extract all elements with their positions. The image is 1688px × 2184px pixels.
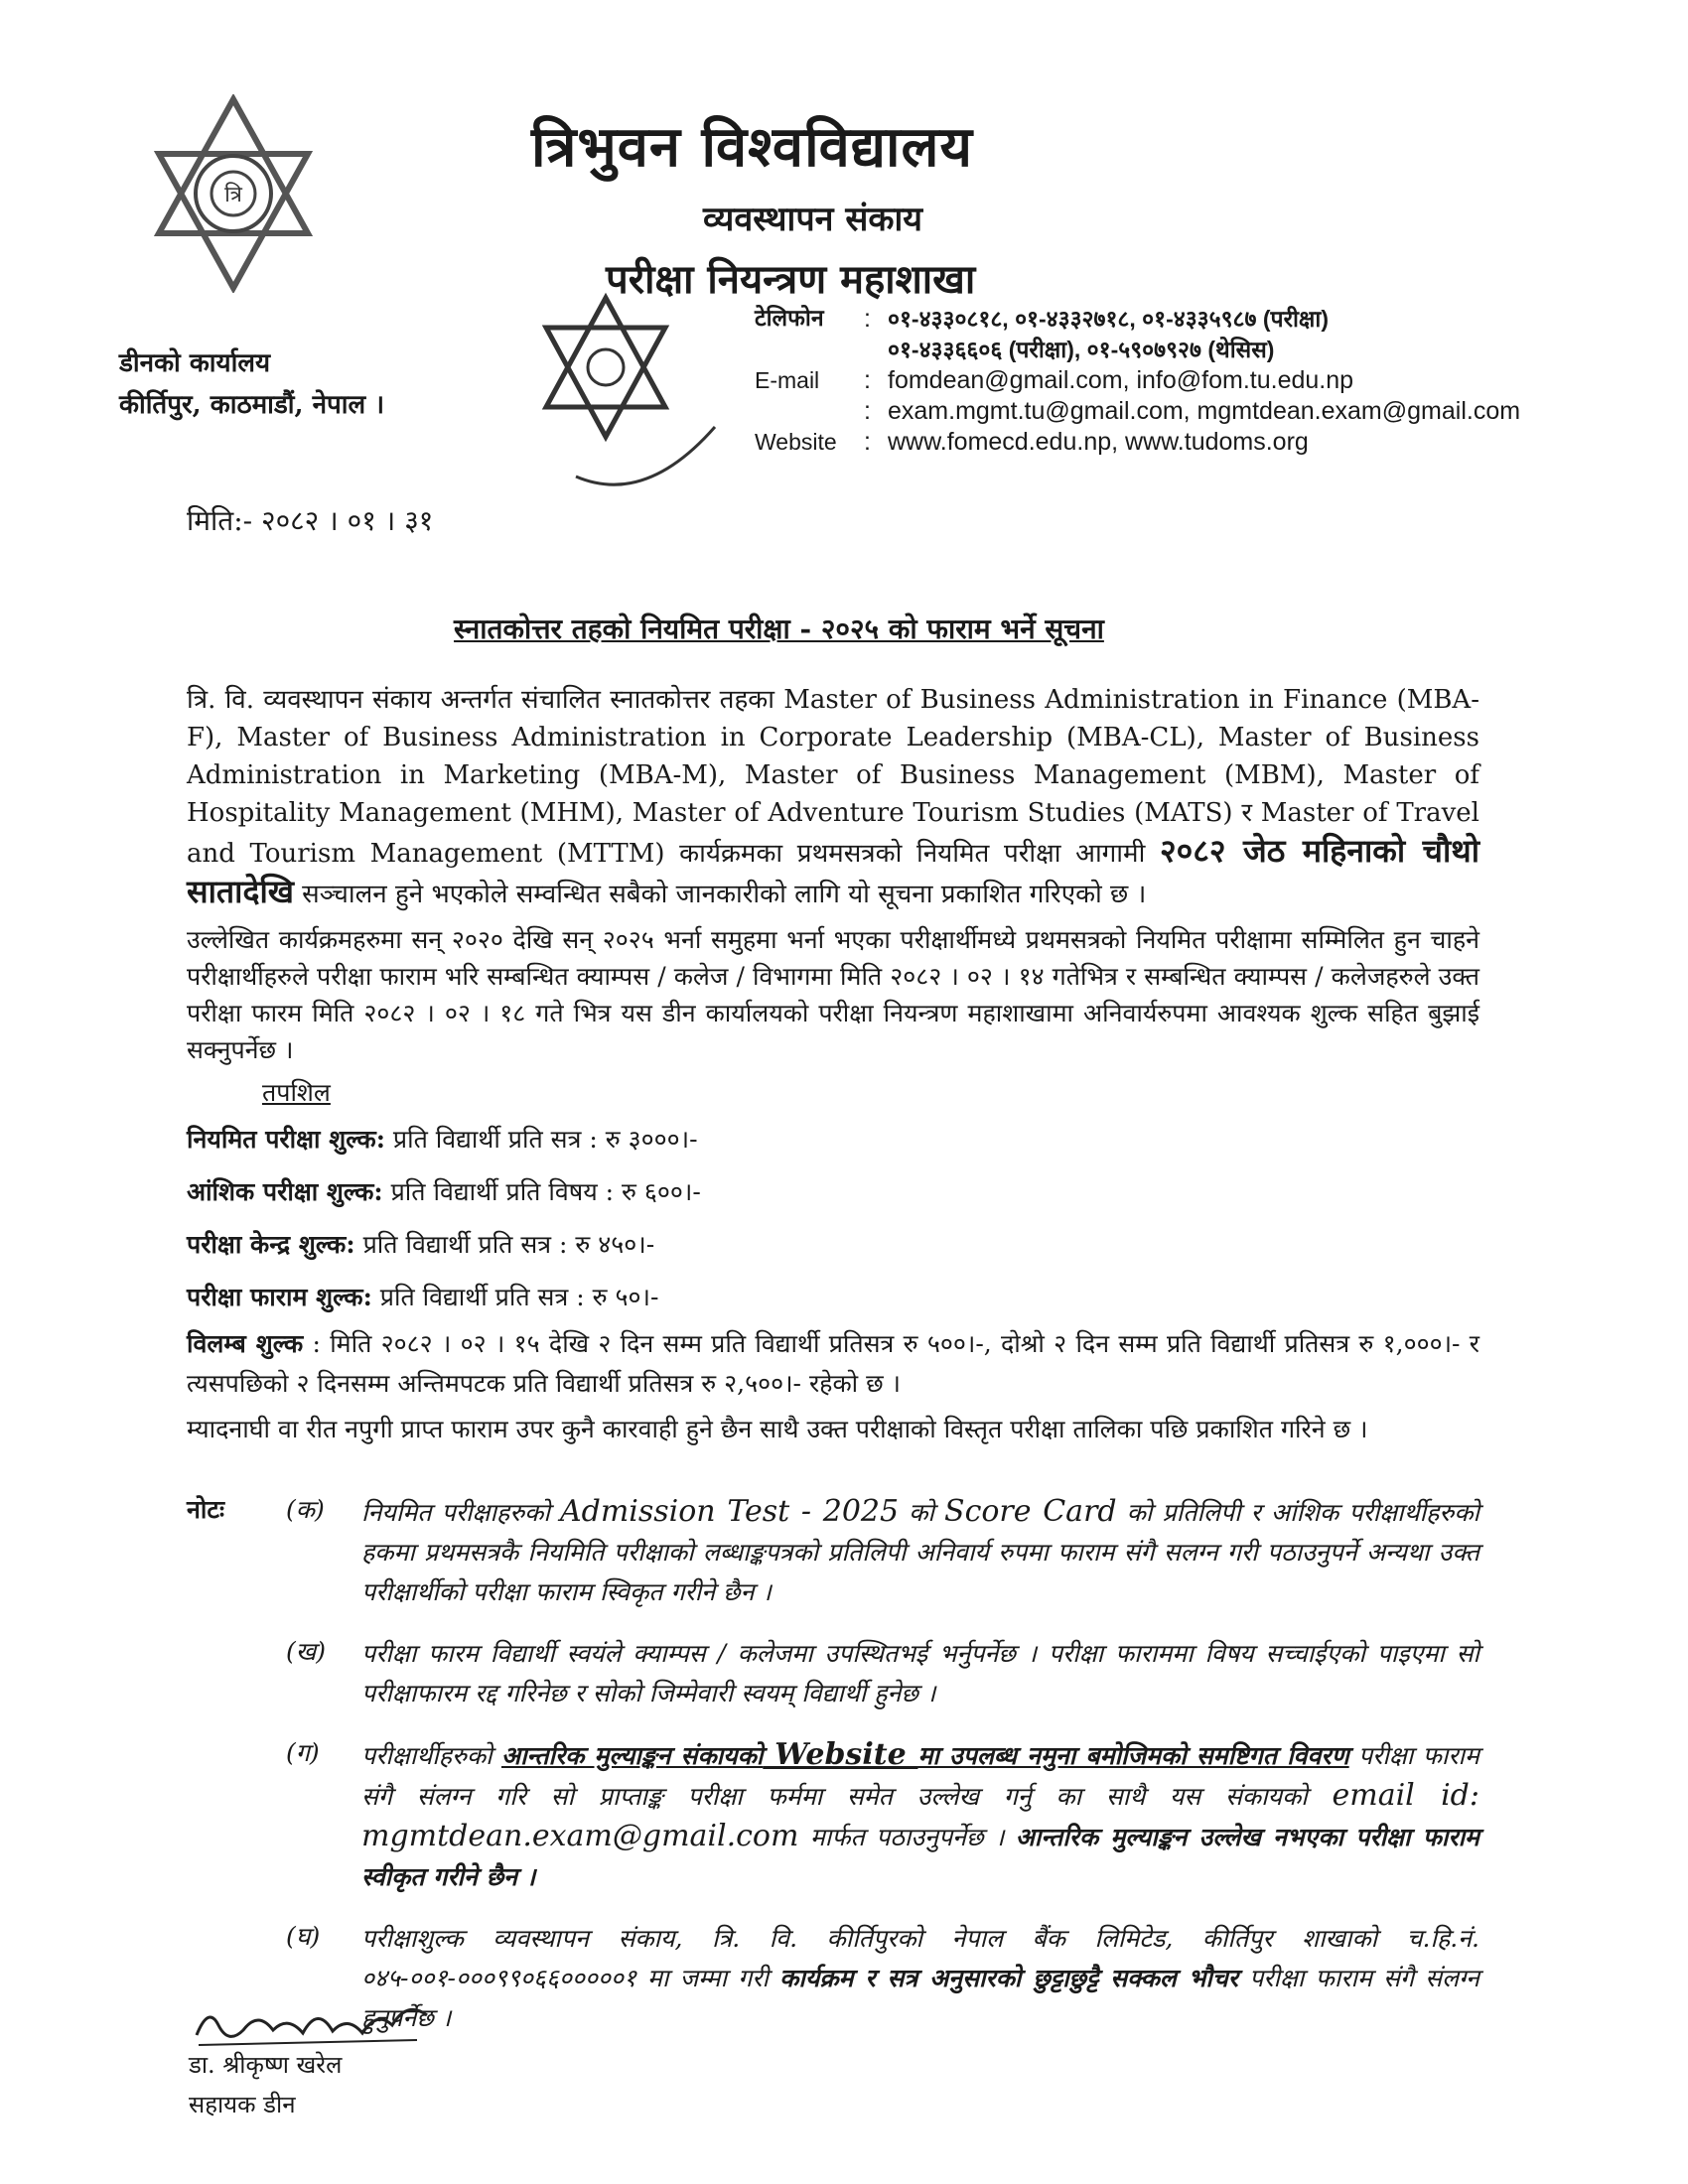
note-text-part: परीक्षा फाराम संगै संलग्न हुनुपर्नेछ ।	[361, 1964, 1479, 2032]
fee-value: प्रति विद्यार्थी प्रति सत्र : रु ४५०।-	[354, 1230, 655, 1259]
phone-numbers-1: ०१-४३३०८१८, ०१-४३३२७१८, ०१-४३३५९८७ (परीक्षा)	[888, 306, 1330, 332]
office-stamp	[516, 278, 774, 516]
note-text-part: को प्रतिलिपी र आंशिक परीक्षार्थीहरुको हकमा प्रथमसत्रकै नियमिति परीक्षाको लब्धाङ्कपत्रको प्रतिलिपी अनिवार्य रुपमा फाराम संगै सलग्न गरी पठाउनुपर्ने अन्यथा उक्त परीक्षार्थीको परीक्षा फाराम स्विकृत गरीने छैन ।	[361, 1498, 1480, 1606]
exam-start-highlight: २०८२ जेठ महिनाको चौथो सातादेखि	[187, 832, 1479, 910]
branch-name: परीक्षा नियन्त्रण महाशाखा	[606, 256, 976, 303]
fee-row-center	[187, 1227, 654, 1261]
website-underlined: Website	[763, 1737, 918, 1772]
admission-test-text: Admission Test - 2025	[559, 1494, 900, 1529]
notes-label: नोटः	[187, 1495, 225, 1524]
signatory-block	[189, 2045, 342, 2124]
fee-row-partial	[187, 1174, 701, 1208]
late-fee-paragraph	[187, 1324, 1479, 1404]
note-ka	[187, 1492, 1479, 1612]
note-key: (ख)	[286, 1637, 326, 1666]
fee-label: आंशिक परीक्षा शुल्क:	[187, 1177, 383, 1206]
notes-section	[187, 1492, 1479, 2060]
website-links[interactable]: www.fomecd.edu.np, www.tudoms.org	[888, 428, 1309, 456]
svg-text:त्रि: त्रि	[224, 183, 242, 207]
fee-label: नियमित परीक्षा शुल्क:	[187, 1125, 385, 1154]
email-addresses-1[interactable]: fomdean@gmail.com, info@fom.tu.edu.np	[888, 366, 1354, 394]
note-key: (ग)	[286, 1738, 320, 1767]
fee-label: परीक्षा केन्द्र शुल्क:	[187, 1230, 355, 1259]
fee-row-form	[187, 1280, 658, 1313]
signatory-title: सहायक डीन	[189, 2091, 296, 2118]
faculty-name: व्यवस्थापन संकाय	[703, 200, 922, 239]
intro-text: त्रि. वि. व्यवस्थापन संकाय अन्तर्गत संचालित स्नातकोत्तर तहका Master of Business Administration in Finance (MBA-F), Master of Business Administration in Corporate Leadership (MBA-CL), Master of Business Administration in Marketing (MBA-M), Master of Business Management (MBM), Master of Hospitality Management (MHM), Master of Adventure Tourism Studies (MATS) र Master of Travel and Tourism Management (MTTM) कार्यक्रमका प्रथमसत्रको नियमित परीक्षा आगामी	[187, 685, 1479, 869]
note-text-part: परीक्षार्थीहरुको	[361, 1741, 501, 1770]
late-fee-text: : मिति २०८२ । ०२ । १५ देखि २ दिन सम्म प्रति विद्यार्थी प्रतिसत्र रु ५००।-, दोश्रो २ दिन सम्म प्रति विद्यार्थी प्रतिसत्र रु १,०००।- र त्यसपछिको २ दिनसम्म अन्तिमपटक प्रति विद्यार्थी प्रतिसत्र रु २,५००।- रहेको छ ।	[187, 1329, 1479, 1398]
phone-numbers-2: ०१-४३३६६०६ (परीक्षा), ०१-५९०७९२७ (थेसिस)	[888, 337, 1275, 362]
note-bold: आन्तरिक मुल्याङ्कन उल्लेख नभएका परीक्षा फाराम स्वीकृत गरीने छैन ।	[361, 1823, 1479, 1891]
notice-date: मिति:- २०८२ । ०१ । ३१	[187, 504, 434, 537]
note-text-part: नियमित परीक्षाहरुको	[361, 1498, 560, 1527]
intro-paragraph	[187, 681, 1479, 913]
note-kha	[187, 1634, 1479, 1713]
office-name: डीनको कार्यालय	[119, 348, 271, 378]
intro-tail: सञ्चालन हुने भएकोले सम्वन्धित सबैको जानकारीको लागि यो सूचना प्रकाशित गरिएको छ ।	[302, 880, 1147, 909]
note-text-part: मार्फत पठाउनुपर्नेछ ।	[798, 1823, 1016, 1851]
note-text: परीक्षा फारम विद्यार्थी स्वयंले क्याम्पस / कलेजमा उपस्थितभई भर्नुपर्नेछ । परीक्षा फाराममा विषय सच्चाईएको पाइएमा सो परीक्षाफारम रद्द गरिनेछ र सोको जिम्मेवारी स्वयम् विद्यार्थी हुनेछ ।	[361, 1639, 1479, 1707]
signatory-name: डा. श्रीकृष्ण खरेल	[189, 2051, 343, 2079]
note-text	[361, 1735, 1479, 1897]
eligibility-paragraph: उल्लेखित कार्यक्रमहरुमा सन् २०२० देखि सन् २०२५ भर्ना समुहमा भर्ना भएका परीक्षार्थीमध्ये प्रथमसत्रको नियमित परीक्षामा सम्मिलित हुन चाहने परीक्षार्थीहरुले परीक्षा फाराम भरि सम्बन्धित क्याम्पस / कलेज / विभागमा मिति २०८२ । ०२ । १४ गतेभित्र र सम्बन्धित क्याम्पस / कलेजहरुले उक्त परीक्षा फारम मिति २०८२ । ०२ । १८ गते भित्र यस डीन कार्यालयको परीक्षा नियन्त्रण महाशाखामा अनिवार्यरुपमा आवश्यक शुल्क सहित बुझाई सक्नुपर्नेछ ।	[187, 925, 1479, 1064]
score-card-text: Score Card	[944, 1494, 1117, 1529]
note-text-part: को	[899, 1498, 945, 1527]
note-text-part: परीक्षाशुल्क व्यवस्थापन संकाय, त्रि. वि. कीर्तिपुरको नेपाल बैंक लिमिटेड, कीर्तिपुर शाखाको च.हि.नं. ०४५-००१-०००९९०६६०००००१ मा जम्मा गरी	[361, 1924, 1479, 1992]
note-text	[361, 1492, 1479, 1612]
university-seal-logo	[149, 94, 318, 293]
deadline-paragraph: म्यादनाघी वा रीत नपुगी प्राप्त फाराम उपर कुनै कारवाही हुने छैन साथै उक्त परीक्षाको विस्तृत परीक्षा तालिका पछि प्रकाशित गरिने छ ।	[187, 1415, 1368, 1443]
note-text-part: परीक्षा फाराम संगै संलग्न गरि सो प्राप्ताङ्क परीक्षा फर्ममा समेत उल्लेख गर्नु का साथै यस संकायको	[361, 1741, 1479, 1811]
fee-value: प्रति विद्यार्थी प्रति सत्र : रु ३०००।-	[384, 1125, 698, 1154]
university-name: त्रिभुवन विश्वविद्यालय	[531, 114, 973, 180]
note-ga	[187, 1735, 1479, 1897]
late-fee-label: विलम्ब शुल्क	[187, 1329, 304, 1358]
note-text	[361, 1919, 1479, 2038]
email-id-text[interactable]: email id: mgmtdean.exam@gmail.com	[361, 1778, 1479, 1853]
email-label: E-mail	[755, 367, 820, 393]
notice-subject: स्नातकोत्तर तहको नियमित परीक्षा - २०२५ को फाराम भर्ने सूचना	[454, 613, 1104, 645]
fee-value: प्रति विद्यार्थी प्रति सत्र : रु ५०।-	[371, 1283, 659, 1311]
note-bold: कार्यक्रम र सत्र अनुसारको छुट्टाछुट्टै सक्कल भौचर	[779, 1964, 1238, 1992]
note-underlined: आन्तरिक मुल्याङ्कन संकायको	[500, 1741, 764, 1770]
fee-label: परीक्षा फाराम शुल्क:	[187, 1283, 372, 1311]
contact-block: टेलिफोन : ०१-४३३०८१८, ०१-४३३२७१८, ०१-४३३५९८७ (परीक्षा) ०१-४३३६६०६ (परीक्षा), ०१-५९०७९२७ (थेसिस) E-mail : fomdean@gmail.com, info@fom.tu.edu.np : exam.mgmt.tu@gmail.com, mgmtdean.exam@gmail.com Website : www.fomecd.edu.np, www.tudoms.org	[755, 305, 1521, 456]
fee-value: प्रति विद्यार्थी प्रति विषय : रु ६००।-	[382, 1177, 701, 1206]
email-addresses-2[interactable]: exam.mgmt.tu@gmail.com, mgmtdean.exam@gmail.com	[888, 397, 1521, 425]
office-address: कीर्तिपुर, काठमाडौं, नेपाल ।	[119, 390, 385, 420]
note-underlined: मा उपलब्ध नमुना बमोजिमको समष्टिगत विवरण	[917, 1741, 1349, 1770]
fee-row-regular	[187, 1122, 698, 1156]
fees-heading: तपशिल	[262, 1078, 331, 1107]
phone-label: टेलिफोन	[755, 306, 824, 332]
note-key: (घ)	[286, 1922, 321, 1951]
office-block	[119, 342, 384, 426]
note-key: (क)	[286, 1495, 325, 1524]
website-label: Website	[755, 429, 837, 455]
